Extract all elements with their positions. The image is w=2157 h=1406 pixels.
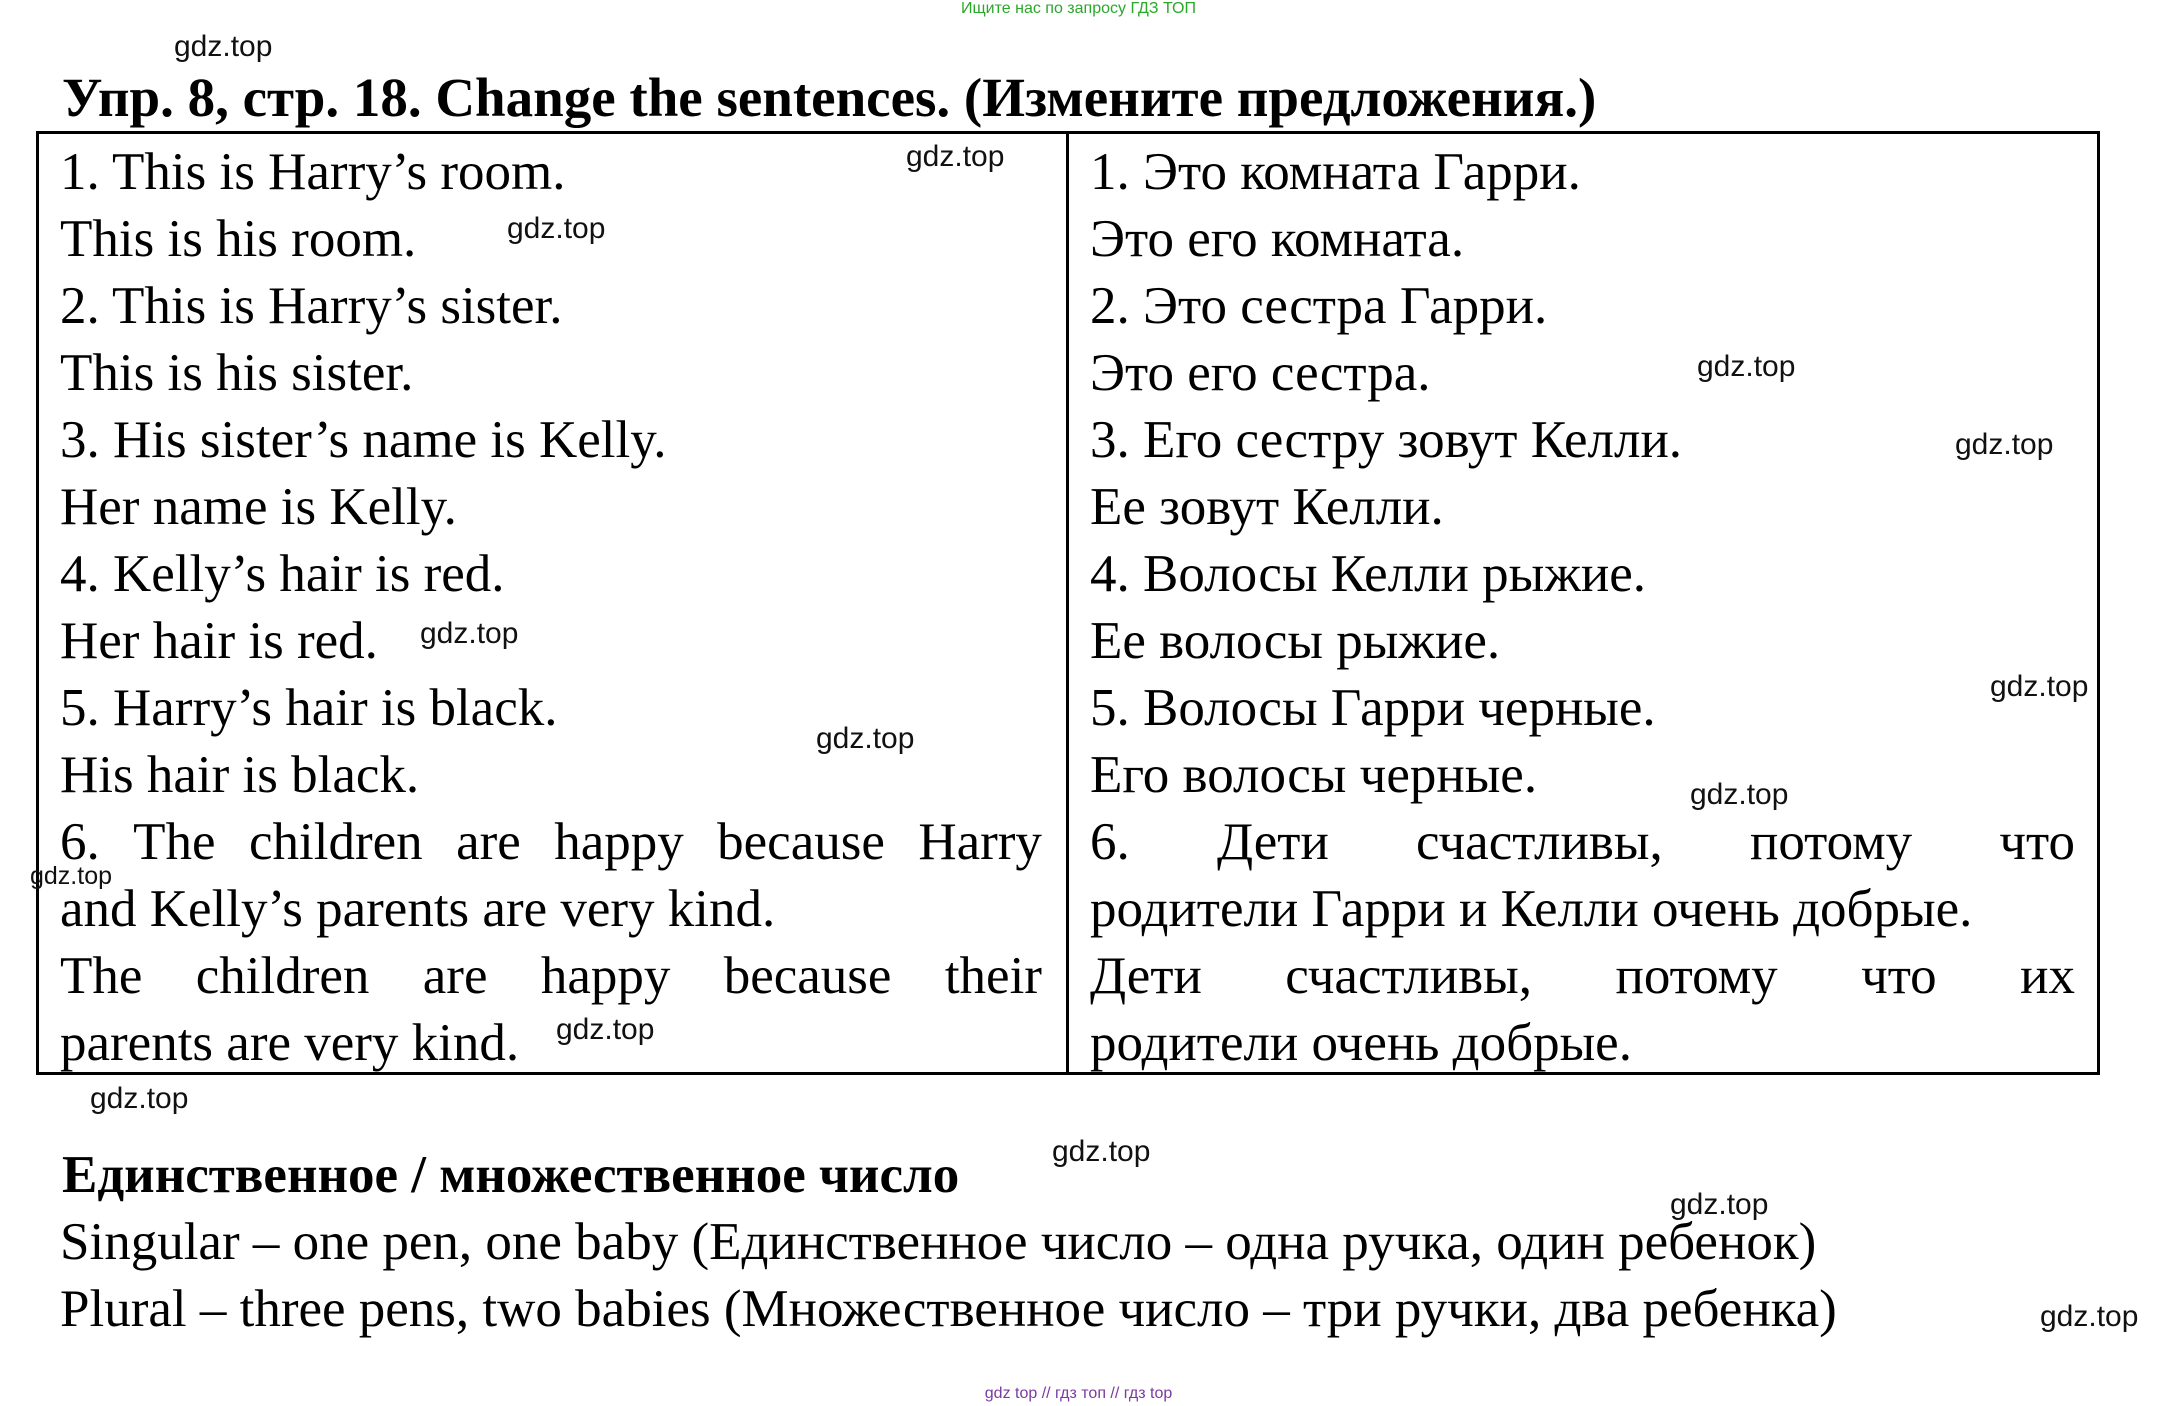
table-line xyxy=(1090,474,2075,541)
line-text: children xyxy=(195,947,370,1005)
watermark: gdz.top xyxy=(906,140,1005,173)
line-text: что xyxy=(1999,813,2075,871)
table-line xyxy=(1090,206,2075,273)
table-line xyxy=(1090,943,2075,1010)
table-line xyxy=(1090,407,2075,474)
watermark: gdz.top xyxy=(1670,1188,1769,1221)
line-text: 4. Волосы Келли рыжие. xyxy=(1090,545,1647,603)
table-line xyxy=(1090,876,2075,943)
watermark: gdz.top xyxy=(816,722,915,755)
line-text: His hair is black. xyxy=(60,746,420,804)
exercise-title: Упр. 8, стр. 18. Change the sentences. (Измените предложения.) xyxy=(62,67,1597,128)
top-search-note: Ищите нас по запросу ГДЗ ТОП xyxy=(961,0,1196,17)
line-text: счастливы, xyxy=(1285,947,1533,1005)
line-text: потому xyxy=(1615,947,1778,1005)
table-line xyxy=(1090,541,2075,608)
table-line xyxy=(60,340,1042,407)
line-text: 1. Это комната Гарри. xyxy=(1090,143,1581,201)
line-text: 2. This is Harry’s sister. xyxy=(60,277,563,335)
table-line xyxy=(60,809,1042,876)
line-text: The xyxy=(60,947,143,1005)
section-title: Единственное / множественное число xyxy=(62,1146,960,1204)
line-text: Дети xyxy=(1090,947,1202,1005)
line-text: Его волосы черные. xyxy=(1090,746,1538,804)
watermark: gdz.top xyxy=(556,1013,655,1046)
table-divider xyxy=(1066,131,1069,1075)
line-text: Ее зовут Келли. xyxy=(1090,478,1444,536)
line-text: This is his room. xyxy=(60,210,417,268)
table-line xyxy=(1090,809,2075,876)
watermark: gdz.top xyxy=(1052,1135,1151,1168)
line-text: 5. Волосы Гарри черные. xyxy=(1090,679,1656,737)
line-text: Дети xyxy=(1216,813,1329,871)
table-line xyxy=(60,608,1042,675)
line-text: 4. Kelly’s hair is red. xyxy=(60,545,505,603)
table-line xyxy=(60,943,1042,1010)
watermark: gdz.top xyxy=(507,212,606,245)
line-text: Her hair is red. xyxy=(60,612,378,670)
watermark: gdz.top xyxy=(174,30,273,63)
table-line xyxy=(60,139,1042,206)
line-text: 3. Его сестру зовут Келли. xyxy=(1090,411,1683,469)
line-text: Это его сестра. xyxy=(1090,344,1431,402)
table-line xyxy=(1090,742,2075,809)
table-line xyxy=(1090,340,2075,407)
watermark: gdz.top xyxy=(1955,428,2054,461)
table-line xyxy=(60,541,1042,608)
line-text: родители очень добрые. xyxy=(1090,1014,1632,1072)
watermark: gdz.top xyxy=(420,617,519,650)
table-line xyxy=(1090,139,2075,206)
watermark: gdz.top xyxy=(1690,778,1789,811)
plural-line: Plural – three pens, two babies (Множественное число – три ручки, два ребенка) xyxy=(60,1280,1837,1338)
table-line xyxy=(60,1010,1042,1077)
line-text: The xyxy=(133,813,216,871)
line-text: because xyxy=(723,947,892,1005)
line-text: счастливы, xyxy=(1416,813,1663,871)
line-text: and Kelly’s parents are very kind. xyxy=(60,880,776,938)
russian-column xyxy=(1090,139,2075,1077)
table-line xyxy=(60,273,1042,340)
line-text: their xyxy=(944,947,1042,1005)
table-line xyxy=(60,474,1042,541)
table-line xyxy=(1090,608,2075,675)
table-line xyxy=(60,876,1042,943)
line-text: 5. Harry’s hair is black. xyxy=(60,679,558,737)
line-text: 6. xyxy=(1090,813,1130,871)
line-text: are xyxy=(422,947,488,1005)
line-text: что xyxy=(1861,947,1937,1005)
line-text: 3. His sister’s name is Kelly. xyxy=(60,411,667,469)
line-text: happy xyxy=(540,947,671,1005)
line-text: Harry xyxy=(918,813,1042,871)
line-text: Her name is Kelly. xyxy=(60,478,457,536)
line-text: 1. This is Harry’s room. xyxy=(60,143,566,201)
english-column xyxy=(60,139,1042,1077)
table-line xyxy=(1090,675,2075,742)
line-text: parents are very kind. xyxy=(60,1014,520,1072)
table-line xyxy=(1090,273,2075,340)
line-text: children xyxy=(249,813,423,871)
table-line xyxy=(1090,1010,2075,1077)
watermark: gdz.top xyxy=(2040,1300,2139,1333)
watermark: gdz.top xyxy=(90,1082,189,1115)
line-text: because xyxy=(717,813,885,871)
line-text: This is his sister. xyxy=(60,344,414,402)
line-text: потому xyxy=(1749,813,1913,871)
footer-links: gdz top // гдз топ // гдз top xyxy=(984,1385,1173,1402)
line-text: Ее волосы рыжие. xyxy=(1090,612,1501,670)
line-text: 6. xyxy=(60,813,100,871)
line-text: их xyxy=(2020,947,2075,1005)
watermark: gdz.top xyxy=(1990,670,2089,703)
watermark: gdz.top xyxy=(30,862,113,890)
table-line xyxy=(60,407,1042,474)
line-text: родители Гарри и Келли очень добрые. xyxy=(1090,880,1973,938)
line-text: happy xyxy=(554,813,684,871)
singular-line: Singular – one pen, one baby (Единственное число – одна ручка, один ребенок) xyxy=(60,1213,1817,1271)
line-text: Это его комната. xyxy=(1090,210,1465,268)
line-text: are xyxy=(456,813,521,871)
line-text: 2. Это сестра Гарри. xyxy=(1090,277,1548,335)
watermark: gdz.top xyxy=(1697,350,1796,383)
